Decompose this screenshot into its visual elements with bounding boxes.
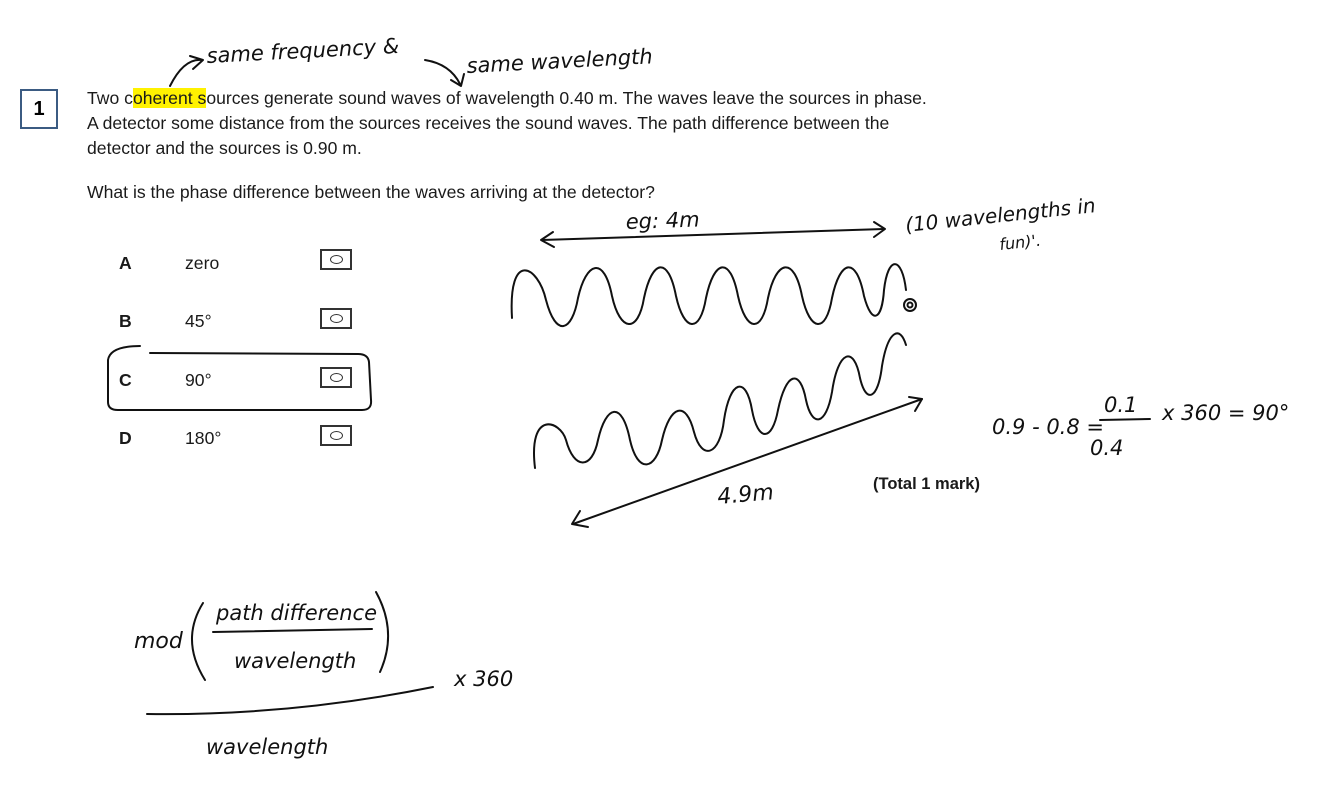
formula-main-bar — [147, 687, 433, 714]
formula-inner-bar — [213, 629, 372, 632]
formula-bottom: wavelength — [206, 735, 329, 759]
bracket-note-line2: fun)'. — [998, 230, 1042, 254]
formula-left-paren — [192, 603, 205, 680]
option-a-letter: A — [119, 253, 132, 273]
note-wavelength: same wavelength — [466, 44, 654, 78]
bracket-note-line1: (10 wavelengths in — [904, 193, 1097, 237]
bottom-length-label: 4.9m — [716, 480, 775, 510]
option-c-letter: C — [119, 370, 132, 390]
lower-wave — [534, 333, 906, 468]
detector-point-inner-icon — [908, 303, 913, 308]
option-b-letter: B — [119, 311, 132, 331]
formula-denominator: wavelength — [234, 649, 357, 673]
upper-wave — [512, 264, 906, 326]
option-d-text: 180° — [185, 428, 222, 448]
option-b-text: 45° — [185, 311, 212, 331]
top-length-label: eg: 4m — [625, 207, 700, 234]
highlighted-text: oherent s — [132, 88, 207, 108]
note-coherent: same frequency & — [206, 33, 400, 68]
top-length-arrow-icon — [541, 222, 885, 247]
bottom-length-arrow-icon — [572, 397, 922, 527]
stem-text-rest: ources generate sound waves of wavelength 0.40 m. The waves leave the sources in phase. A detector some distance from the sources receives the sound waves. The path difference between the detector and the sources is 0.90 m. — [87, 88, 927, 158]
calc-denominator: 0.4 — [1090, 436, 1124, 460]
formula-numerator: path difference — [216, 601, 377, 625]
question-prompt: What is the phase difference between the waves arriving at the detector? — [87, 182, 655, 202]
calc-numerator: 0.1 — [1104, 393, 1138, 417]
coherent-arrow-icon — [170, 56, 203, 86]
answer-circle — [108, 346, 371, 410]
stem-text-start: Two c — [87, 88, 133, 108]
calc-left: 0.9 - 0.8 = — [992, 415, 1104, 439]
formula-mod: mod — [134, 629, 183, 654]
option-a-text: zero — [185, 253, 220, 273]
question-number: 1 — [20, 89, 58, 129]
formula-times: x 360 — [454, 667, 514, 691]
option-c-text: 90° — [185, 370, 212, 390]
formula-right-paren — [376, 592, 388, 672]
calc-fraction-bar — [1100, 419, 1150, 420]
detector-point-icon — [904, 299, 916, 311]
option-d-letter: D — [119, 428, 132, 448]
wavelength-arrow-icon — [425, 60, 464, 86]
total-mark: (Total 1 mark) — [873, 475, 980, 493]
calc-right: x 360 = 90° — [1162, 401, 1290, 425]
